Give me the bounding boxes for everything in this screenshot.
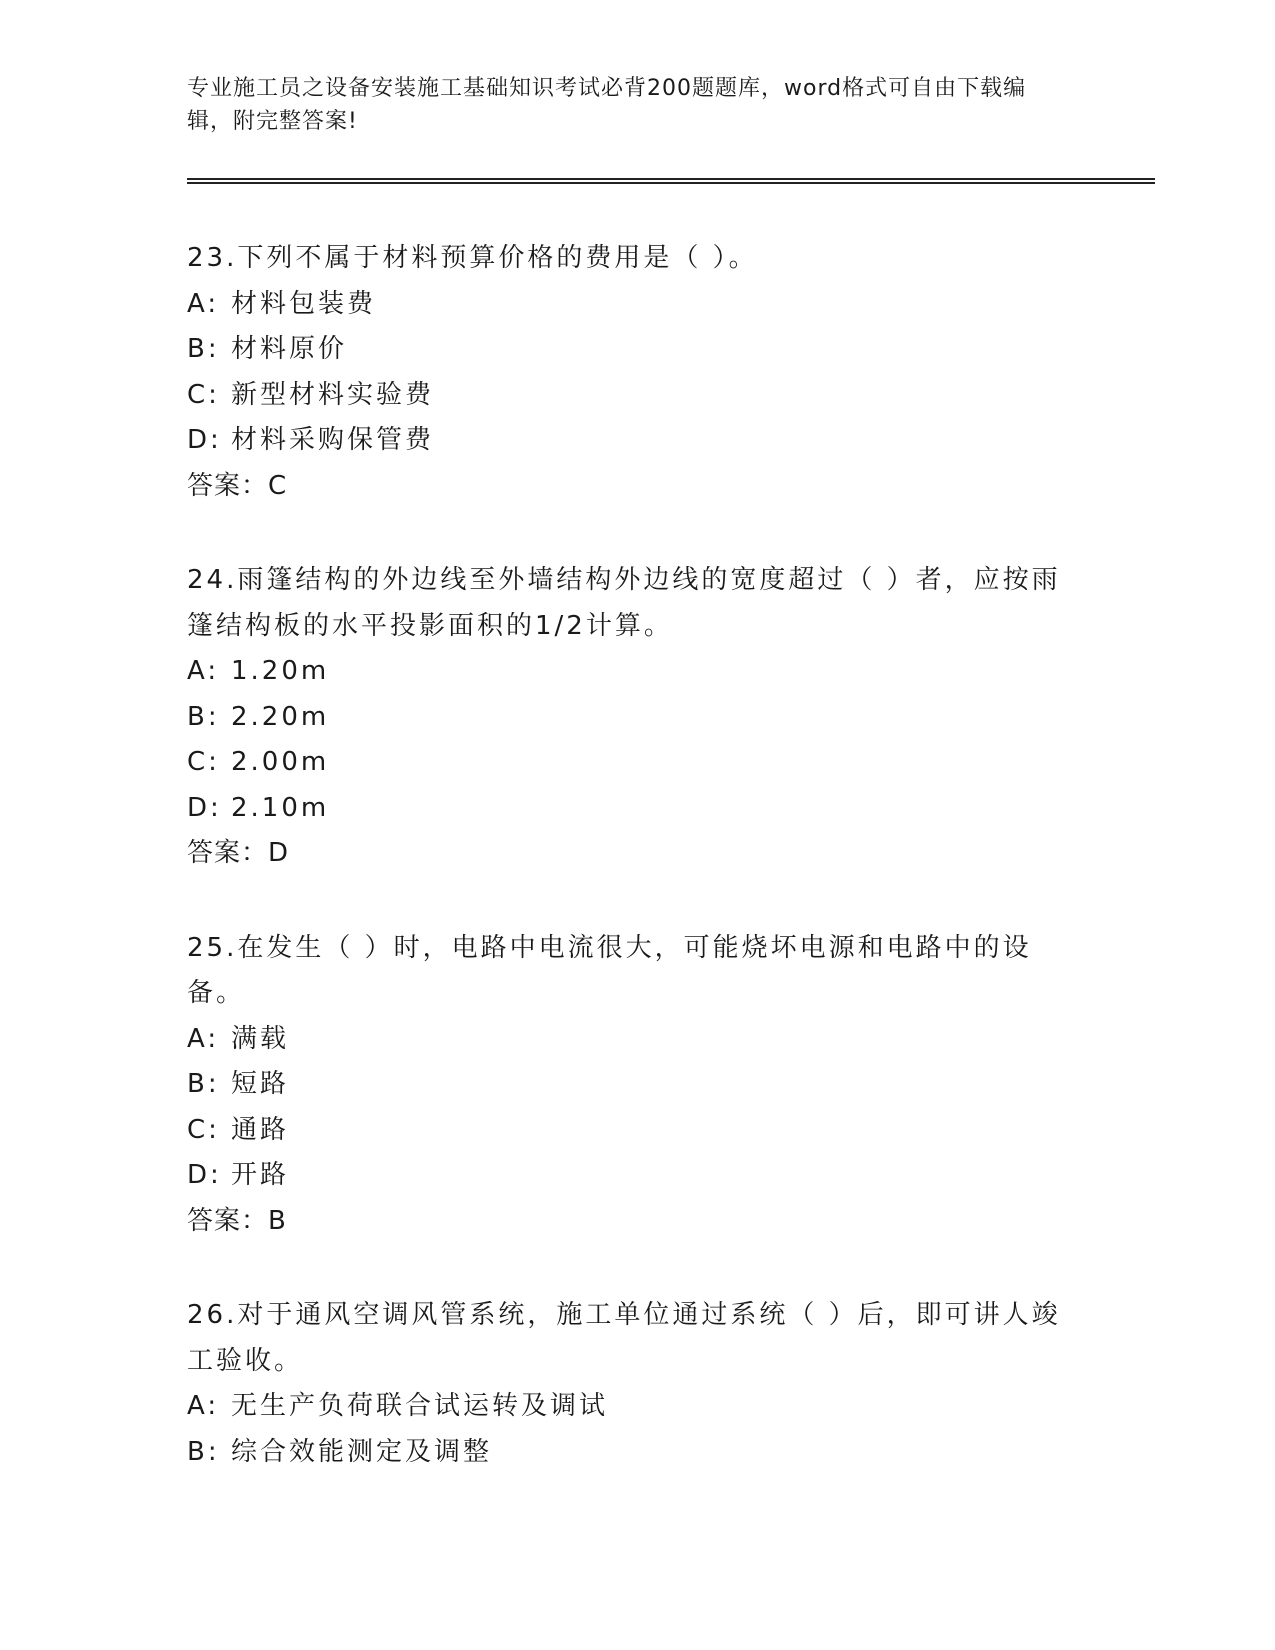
- option-letter: B:: [187, 1436, 220, 1467]
- option-text: 2.20m: [231, 701, 330, 732]
- option-letter: D:: [187, 425, 222, 455]
- option-text: 新型材料实验费: [231, 379, 435, 410]
- option-text: 通路: [231, 1114, 290, 1145]
- option-a: [187, 649, 1067, 695]
- question-24: [187, 558, 1067, 877]
- option-b: [187, 1430, 1067, 1476]
- option-text: 综合效能测定及调整: [231, 1436, 493, 1467]
- page-header: [187, 72, 1067, 138]
- option-d: [187, 1153, 1067, 1199]
- option-text: 材料原价: [231, 334, 348, 364]
- option-b: [187, 695, 1067, 741]
- option-text: 短路: [231, 1069, 290, 1099]
- option-b: [187, 1062, 1067, 1108]
- option-letter: B:: [187, 1069, 220, 1099]
- option-text: 材料包装费: [231, 288, 377, 319]
- option-text: 1.20m: [231, 656, 330, 686]
- option-letter: B:: [187, 334, 220, 364]
- option-text: 开路: [231, 1160, 290, 1190]
- question-23: [187, 236, 1067, 509]
- option-letter: C:: [187, 379, 220, 410]
- option-text: 2.10m: [231, 792, 330, 823]
- option-a: [187, 282, 1067, 328]
- option-a: [187, 1017, 1067, 1063]
- option-d: [187, 418, 1067, 464]
- question-26: [187, 1293, 1067, 1475]
- answer-line: 答案：B: [187, 1205, 287, 1236]
- option-a: [187, 1384, 1067, 1430]
- option-letter: B:: [187, 701, 220, 732]
- option-text: 无生产负荷联合试运转及调试: [231, 1391, 609, 1421]
- question-25: [187, 926, 1067, 1245]
- answer-line: 答案：D: [187, 838, 290, 868]
- answer-line: 答案：C: [187, 470, 288, 501]
- option-c: [187, 740, 1067, 786]
- document-title: 专业施工员之设备安装施工基础知识考试必背200题题库，word格式可自由下载编辑，附完整答案!: [187, 76, 1027, 134]
- question-stem: 26.对于通风空调风管系统，施工单位通过系统（ ）后，即可讲人竣工验收。: [187, 1300, 1061, 1376]
- option-letter: C:: [187, 747, 220, 777]
- option-letter: A:: [187, 1023, 220, 1054]
- option-letter: D:: [187, 1160, 222, 1190]
- question-stem: 24.雨篷结构的外边线至外墙结构外边线的宽度超过（ ）者，应按雨篷结构板的水平投影面积的1/2计算。: [187, 565, 1061, 641]
- option-letter: C:: [187, 1114, 220, 1145]
- question-stem: 23.下列不属于材料预算价格的费用是（ ）。: [187, 243, 758, 273]
- option-text: 满载: [231, 1023, 290, 1054]
- question-list: [187, 236, 1067, 1475]
- option-letter: A:: [187, 288, 220, 319]
- option-letter: D:: [187, 792, 222, 823]
- option-letter: A:: [187, 656, 220, 686]
- option-c: [187, 373, 1067, 419]
- option-b: [187, 327, 1067, 373]
- question-stem: 25.在发生（ ）时，电路中电流很大，可能烧坏电源和电路中的设备。: [187, 932, 1032, 1008]
- header-double-rule: [187, 178, 1155, 184]
- option-text: 2.00m: [231, 747, 330, 777]
- option-text: 材料采购保管费: [231, 425, 435, 455]
- option-c: [187, 1108, 1067, 1154]
- option-d: [187, 786, 1067, 832]
- option-letter: A:: [187, 1391, 220, 1421]
